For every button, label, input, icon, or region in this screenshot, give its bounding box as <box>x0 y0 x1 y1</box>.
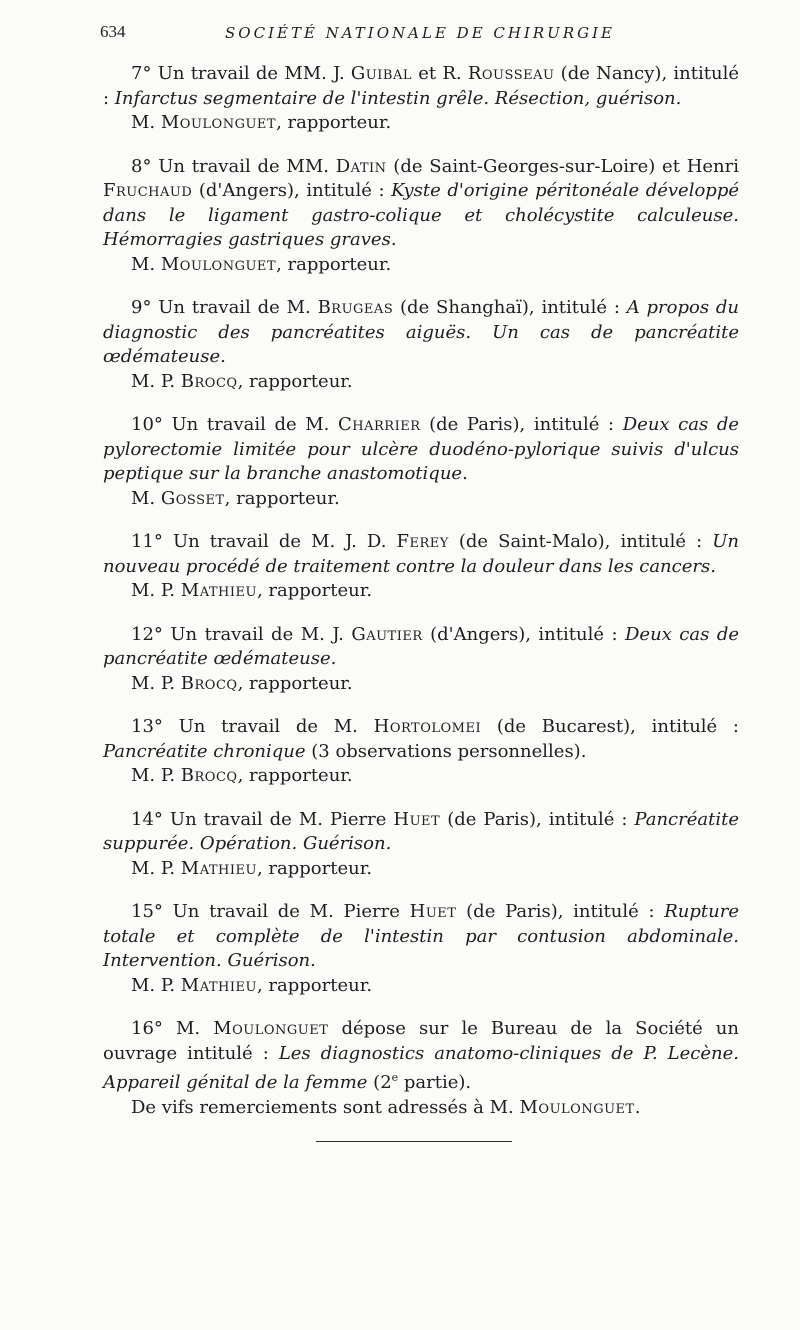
entry-16 <box>103 1017 739 1120</box>
entry-text: 10° Un travail de M. Charrier (de Paris), intitulé : Deux cas de pylorectomie limitée pour ulcère duodéno-pylorique suivis d'ulcus peptique sur la branche anastomotique. <box>103 414 739 484</box>
author-name: Ferey <box>396 531 449 552</box>
rapporteur-line: M. P. Brocq, rapporteur. <box>131 370 353 392</box>
entry-text: 11° Un travail de M. J. D. Ferey (de Saint-Malo), intitulé : Un nouveau procédé de traitement contre la douleur dans les cancers. <box>103 531 739 577</box>
work-title: Un nouveau procédé de traitement contre la douleur dans les cancers. <box>103 531 739 577</box>
entries-list <box>103 62 739 1139</box>
work-title: Rupture totale et complète de l'intestin par contusion abdominale. Intervention. Guérison. <box>103 901 739 971</box>
work-title: Kyste d'origine péritonéale développé dans le ligament gastro-colique et cholécystite calculeuse. Hémorragies gastriques graves. <box>103 180 739 250</box>
entry-text: 8° Un travail de MM. Datin (de Saint-Georges-sur-Loire) et Henri Fruchaud (d'Angers), intitulé : Kyste d'origine péritonéale développé dans le ligament gastro-colique et cholécystite calculeuse. Hémorragies gastriques graves. <box>103 155 739 250</box>
author-name: Huet <box>393 808 441 830</box>
entry-15 <box>103 900 739 998</box>
entry-text: 15° Un travail de M. Pierre Huet (de Paris), intitulé : Rupture totale et complète de l'intestin par contusion abdominale. Intervention. Guérison. <box>103 901 739 971</box>
page-number: 634 <box>100 22 126 41</box>
rapporteur-line: M. Moulonguet, rapporteur. <box>131 253 392 275</box>
work-title: A propos du diagnostic des pancréatites aiguës. Un cas de pancréatite œdémateuse. <box>103 297 739 367</box>
rapporteur-line: M. P. Mathieu, rapporteur. <box>131 580 373 601</box>
author-name: Hortolomei <box>373 716 482 737</box>
author-name: Moulonguet <box>213 1018 329 1039</box>
entry-8 <box>103 155 739 278</box>
author-name: Guibal <box>350 63 412 84</box>
entry-text: 9° Un travail de M. Brugeas (de Shanghaï), intitulé : A propos du diagnostic des pancréatites aiguës. Un cas de pancréatite œdémateuse. <box>103 297 739 367</box>
entry-text: 16° M. Moulonguet dépose sur le Bureau de la Société un ouvrage intitulé : Les diagnostics anatomo-cliniques de P. Lecène. Appareil génital de la femme (2e partie). <box>103 1018 739 1093</box>
author-name: Gautier <box>351 623 423 645</box>
entry-text: 13° Un travail de M. Hortolomei (de Bucarest), intitulé : Pancréatite chronique (3 observations personnelles). <box>103 716 739 762</box>
entry-7 <box>103 62 739 136</box>
entry-text: 12° Un travail de M. J. Gautier (d'Angers), intitulé : Deux cas de pancréatite œdémateuse. <box>103 623 739 669</box>
thanks-line: De vifs remerciements sont adressés à M. Moulonguet. <box>131 1096 641 1118</box>
author-name: Fruchaud <box>103 180 193 201</box>
entry-11 <box>103 530 739 604</box>
entry-9 <box>103 296 739 394</box>
rapporteur-line: M. P. Brocq, rapporteur. <box>131 765 353 786</box>
work-title: Les diagnostics anatomo-cliniques de P. Lecène. Appareil génital de la femme <box>103 1042 739 1093</box>
author-name: Brugeas <box>317 297 394 318</box>
entry-text: 7° Un travail de MM. J. Guibal et R. Rousseau (de Nancy), intitulé : Infarctus segmentaire de l'intestin grêle. Résection, guérison. <box>103 63 739 109</box>
journal-title: SOCIÉTÉ NATIONALE DE CHIRURGIE <box>225 24 615 42</box>
rapporteur-line: M. Gosset, rapporteur. <box>131 487 340 509</box>
section-rule <box>316 1141 512 1142</box>
rapporteur-line: M. P. Mathieu, rapporteur. <box>131 857 373 879</box>
work-title: Pancréatite chronique <box>103 740 306 762</box>
work-title: Deux cas de pancréatite œdémateuse. <box>103 623 739 669</box>
entry-13 <box>103 715 739 789</box>
entry-text: 14° Un travail de M. Pierre Huet (de Paris), intitulé : Pancréatite suppurée. Opération. Guérison. <box>103 808 739 854</box>
author-name: Huet <box>409 901 457 922</box>
entry-10 <box>103 413 739 511</box>
rapporteur-line: M. Moulonguet, rapporteur. <box>131 112 392 133</box>
work-title: Pancréatite suppurée. Opération. Guérison. <box>103 808 739 854</box>
work-title: Infarctus segmentaire de l'intestin grêle. Résection, guérison. <box>114 87 682 109</box>
running-head <box>100 22 740 46</box>
rapporteur-line: M. P. Brocq, rapporteur. <box>131 672 353 694</box>
author-name: Datin <box>335 155 387 177</box>
entry-14 <box>103 808 739 882</box>
author-name: Charrier <box>338 414 421 435</box>
work-title: Deux cas de pylorectomie limitée pour ulcère duodéno-pylorique suivis d'ulcus peptique sur la branche anastomotique. <box>103 414 739 484</box>
entry-12 <box>103 623 739 697</box>
rapporteur-line: M. P. Mathieu, rapporteur. <box>131 974 373 996</box>
author-name: Rousseau <box>467 63 555 84</box>
